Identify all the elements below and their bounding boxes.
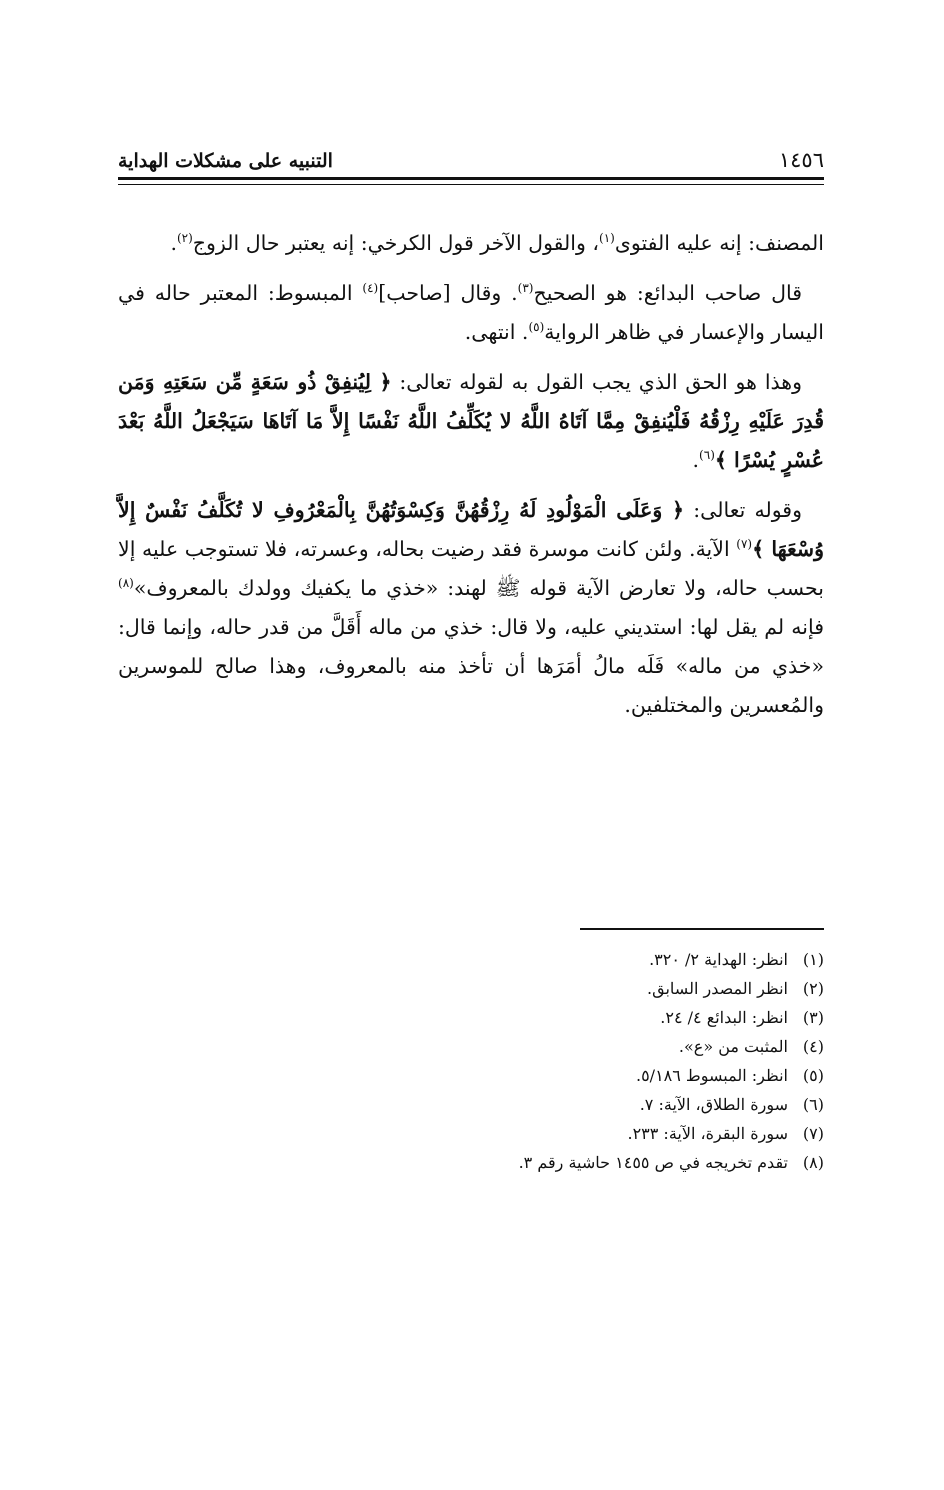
header-rule-thick — [118, 177, 824, 180]
text-run: وهذا هو الحق الذي يجب القول به لقوله تعالى: — [391, 370, 802, 394]
book-title: التنبيه على مشكلات الهداية — [118, 150, 333, 172]
footnote-item — [118, 974, 824, 1003]
footnote-text: المثبت من «ع». — [678, 1037, 788, 1056]
footnote-item — [118, 1090, 824, 1119]
footnote-text: انظر: المبسوط ٥/١٨٦. — [635, 1066, 788, 1085]
footnote-text: سورة البقرة، الآية: ٢٣٣. — [627, 1124, 788, 1143]
footnote-number: (٢) — [802, 979, 824, 998]
text-run: الآية. ولئن كانت موسرة فقد رضيت بحاله، وعسرته، فلا تستوجب عليه إلا بحسب حاله، ولا تعارض الآية قوله ﷺ لهند: «خذي ما يكفيك وولدك بالمعروف» — [118, 537, 824, 600]
footnote-item — [118, 1003, 824, 1032]
footnotes — [118, 945, 824, 1177]
paragraph-4 — [118, 491, 824, 725]
text-run: المصنف: إنه عليه الفتوى — [614, 231, 824, 255]
paragraph-1 — [118, 224, 824, 263]
footnote-item — [118, 945, 824, 974]
footnote-ref: (١) — [599, 231, 615, 246]
footnote-text: سورة الطلاق، الآية: ٧. — [639, 1095, 788, 1114]
footnote-ref: (٣) — [517, 281, 534, 296]
text-run: . — [170, 231, 177, 255]
footnote-item — [118, 1061, 824, 1090]
text-run: . — [692, 448, 700, 472]
text-run: . وقال [صاحب] — [378, 281, 518, 305]
quran-verse: ﴿ لِيُنفِقْ ذُو سَعَةٍ مِّن سَعَتِهِ وَمَن قُدِرَ عَلَيْهِ رِزْقُهُ فَلْيُنفِقْ مِمَّا آتَاهُ اللَّهُ لا يُكَلِّفُ اللَّهُ نَفْسًا إِلاَّ مَا آتَاهَا سَيَجْعَلُ اللَّهُ بَعْدَ عُسْرٍ يُسْرًا ﴾ — [118, 370, 824, 472]
footnote-ref: (٦) — [699, 448, 715, 463]
paragraph-3 — [118, 363, 824, 480]
text-run: . انتهى. — [464, 320, 529, 344]
footnote-item — [118, 1032, 824, 1061]
page-number: ١٤٥٦ — [778, 148, 824, 172]
footnote-number: (٣) — [802, 1008, 824, 1027]
paragraph-2 — [118, 274, 824, 352]
footnote-ref: (٥) — [528, 320, 545, 335]
footnote-text: تقدم تخريجه في ص ١٤٥٥ حاشية رقم ٣. — [518, 1153, 788, 1172]
quran-verse: ﴿ وَعَلَى الْمَوْلُودِ لَهُ رِزْقُهُنَّ وَكِسْوَتُهُنَّ بِالْمَعْرُوفِ لا تُكَلَّفُ نَفْسٌ إِلاَّ وُسْعَهَا ﴾ — [118, 498, 824, 561]
text-run: وقوله تعالى: — [684, 498, 803, 522]
footnote-text: انظر: الهداية ٢/ ٣٢٠. — [649, 950, 788, 969]
footnote-item — [118, 1119, 824, 1148]
footnote-number: (٦) — [802, 1095, 824, 1114]
footnote-number: (٤) — [802, 1037, 824, 1056]
footnote-ref: (٢) — [176, 231, 193, 246]
text-run: فإنه لم يقل لها: استديني عليه، ولا قال: خذي من ماله أَقَلَّ من قدر حاله، وإنما قال: «خذي من ماله» فَلَه مالُ أمَرَها أن تأخذ منه بالمعروف، وهذا صالح للموسرين والمُعسرين والمختلفين. — [118, 615, 824, 717]
footnote-item — [118, 1148, 824, 1177]
footnote-number: (١) — [802, 950, 824, 969]
footnote-text: انظر: البدائع ٤/ ٢٤. — [660, 1008, 788, 1027]
running-header — [118, 138, 824, 172]
footnote-ref: (٤) — [362, 281, 379, 296]
footnote-ref: (٧) — [736, 537, 753, 552]
footnote-ref: (٨) — [118, 576, 134, 591]
footnote-number: (٨) — [802, 1153, 824, 1172]
text-run: قال صاحب البدائع: هو الصحيح — [533, 281, 803, 305]
main-text — [118, 224, 824, 736]
footnote-separator — [580, 928, 824, 930]
footnote-text: انظر المصدر السابق. — [647, 979, 788, 998]
footnote-number: (٥) — [802, 1066, 824, 1085]
text-run: ، والقول الآخر قول الكرخي: إنه يعتبر حال الزوج — [192, 231, 600, 255]
text-run: المبسوط: المعتبر حاله في اليسار والإعسار في ظاهر الرواية — [118, 281, 824, 344]
footnote-number: (٧) — [802, 1124, 824, 1143]
header-rule-thin — [118, 184, 824, 185]
